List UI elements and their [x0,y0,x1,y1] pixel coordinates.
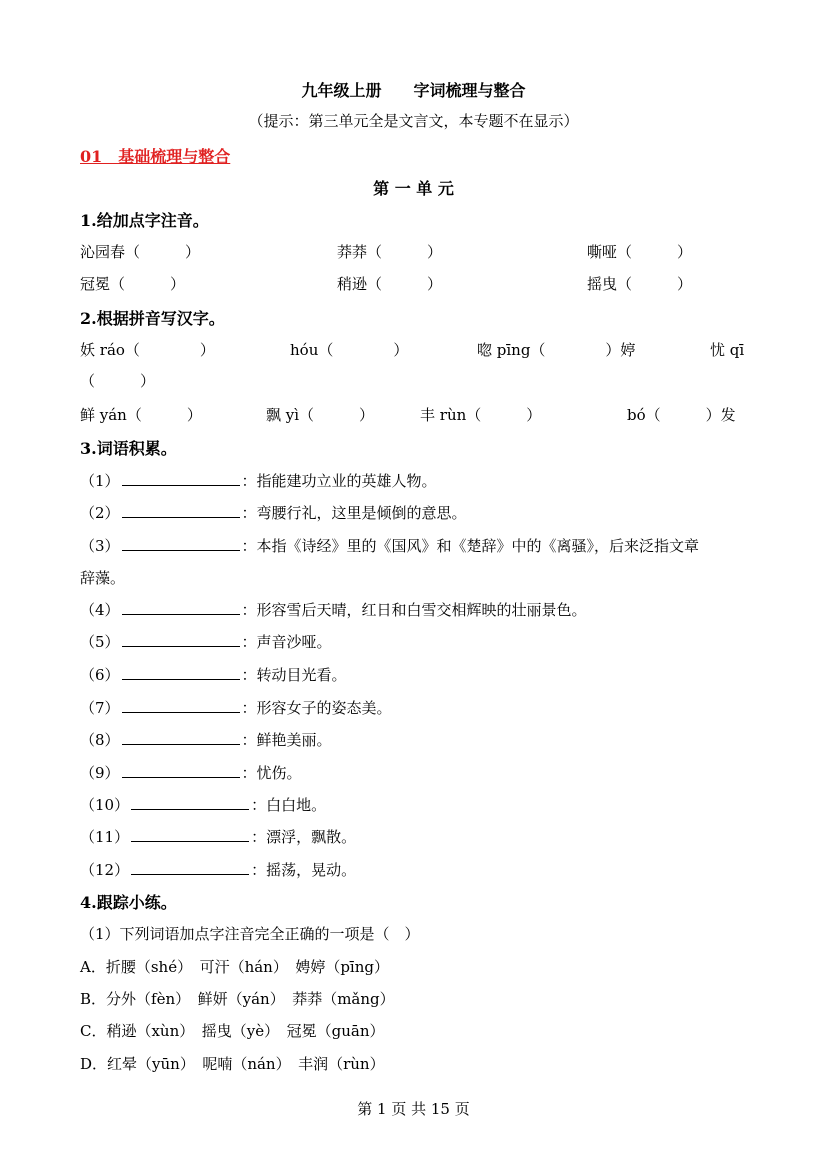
q1-item: 稍逊（ ） [337,275,443,293]
q3-item-text: ：忧伤。 [241,764,302,782]
q2-item: 妖 ráo（ ） [80,341,215,359]
q3-item-num: （1） [80,472,120,490]
answer-blank[interactable] [122,763,240,778]
q2-heading: 2.根据拼音写汉字。 [80,309,225,328]
q3-item-num: （6） [80,666,120,684]
q3-item-text: ：形容雪后天晴，红日和白雪交相辉映的壮丽景色。 [241,601,587,619]
answer-blank[interactable] [122,632,240,647]
page-title: 九年级上册 字词梳理与整合 [301,81,526,100]
q3-item [80,729,332,750]
choice-d: D．红晕（yūn） 呢喃（nán） 丰润（rùn） [80,1055,385,1073]
answer-blank[interactable] [122,665,240,680]
q2-item: 丰 rùn（ ） [420,406,542,424]
q1-heading: 1.给加点字注音。 [80,211,209,230]
q1-item: 冠冕（ ） [80,275,186,293]
choice-c: C．稍逊（xùn） 摇曳（yè） 冠冕（guān） [80,1022,385,1040]
q3-item [80,470,437,491]
answer-blank[interactable] [131,827,249,842]
q3-item [80,794,326,815]
q2-item: bó（ ）发 [627,406,736,424]
q3-item [80,502,467,523]
page-number: 第 1 页 共 15 页 [357,1100,470,1118]
answer-blank[interactable] [122,503,240,518]
q3-item-num: （8） [80,731,120,749]
q2-item: hóu（ ） [290,341,409,359]
q3-item-num: （11） [80,828,130,846]
q3-item-text: ：形容女子的姿态美。 [241,699,392,717]
q4-heading: 4.跟踪小练。 [80,893,177,912]
q1-item: 嘶哑（ ） [587,243,693,261]
q3-item-num: （10） [80,796,130,814]
hint-text: （提示：第三单元全是文言文，本专题不在显示） [248,112,579,130]
q3-item [80,697,392,718]
q3-item-text: ：转动目光看。 [241,666,347,684]
choice-b: B．分外（fèn） 鲜妍（yán） 莽莽（mǎng） [80,990,395,1008]
q3-item-text: ：鲜艳美丽。 [241,731,332,749]
answer-blank[interactable] [131,860,249,875]
q3-item-text: ：漂浮，飘散。 [251,828,357,846]
answer-blank[interactable] [122,600,240,615]
q3-item [80,826,356,847]
q3-item-num: （5） [80,633,120,651]
q3-item-text: ：本指《诗经》里的《国风》和《楚辞》中的《离骚》，后来泛指文章 [241,537,700,555]
q3-item [80,762,302,783]
q3-item-text: ：白白地。 [251,796,327,814]
section-heading: 01 基础梳理与整合 [80,147,231,166]
q3-item-text: ：指能建功立业的英雄人物。 [241,472,437,490]
q4-question: （1）下列词语加点字注音完全正确的一项是（ ） [80,925,420,943]
q2-item: 唿 pīng（ ）婷 [477,341,636,359]
answer-blank[interactable] [122,698,240,713]
q3-item-continuation: 辞藻。 [80,569,126,587]
q2-item: 鲜 yán（ ） [80,406,202,424]
unit-heading: 第 一 单 元 [373,179,454,198]
q2-item: 飘 yì（ ） [266,406,375,424]
q3-item-num: （12） [80,861,130,879]
q3-item [80,599,587,620]
answer-blank[interactable] [122,471,240,486]
q3-item [80,535,699,556]
q3-item-num: （3） [80,537,120,555]
q3-item-num: （2） [80,504,120,522]
q3-item [80,631,332,652]
q3-heading: 3.词语积累。 [80,439,177,458]
q3-item-num: （9） [80,764,120,782]
q2-item: 忧 qī [710,341,745,359]
answer-blank[interactable] [131,795,249,810]
q3-item-text: ：摇荡，晃动。 [251,861,357,879]
q1-item: 摇曳（ ） [587,275,693,293]
answer-blank[interactable] [122,536,240,551]
q1-item: 沁园春（ ） [80,243,201,261]
q3-item-text: ：弯腰行礼，这里是倾倒的意思。 [241,504,467,522]
q3-item-num: （4） [80,601,120,619]
q3-item-num: （7） [80,699,120,717]
q1-item: 莽莽（ ） [337,243,443,261]
q3-item [80,859,356,880]
q3-item [80,664,347,685]
choice-a: A．折腰（shé） 可汗（hán） 娉婷（pīng） [80,958,389,976]
q2-item: （ ） [80,372,156,390]
q3-item-text: ：声音沙哑。 [241,633,332,651]
answer-blank[interactable] [122,730,240,745]
